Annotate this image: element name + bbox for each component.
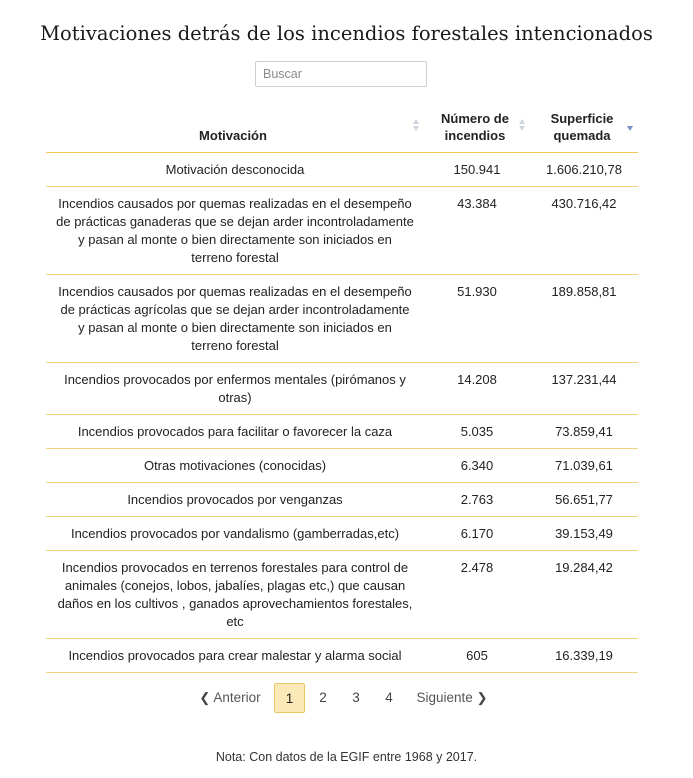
cell-motivacion: Motivación desconocida [46,152,424,186]
cell-superficie-quemada: 16.339,19 [530,638,638,672]
cell-motivacion: Incendios provocados por vandalismo (gamberradas,etc) [46,516,424,550]
table-row [46,516,638,550]
column-header-label: Motivación [199,127,267,143]
table-row [46,152,638,186]
search-input[interactable] [255,61,427,87]
table-row [46,274,638,362]
table-row [46,550,638,638]
table-row [46,638,638,672]
table-row [46,482,638,516]
sort-icon[interactable] [412,119,420,133]
next-page-label: Siguiente [416,690,473,705]
cell-numero-incendios: 5.035 [424,414,530,448]
page-button-4[interactable]: 4 [385,690,393,705]
cell-superficie-quemada: 39.153,49 [530,516,638,550]
cell-superficie-quemada: 137.231,44 [530,362,638,414]
cell-motivacion: Incendios provocados para facilitar o favorecer la caza [46,414,424,448]
cell-motivacion: Incendios provocados por venganzas [46,482,424,516]
cell-numero-incendios: 6.170 [424,516,530,550]
cell-numero-incendios: 605 [424,638,530,672]
chevron-left-icon: ❮ [199,690,211,705]
column-header-label: Número de incendios [441,110,509,143]
sort-icon[interactable] [518,119,526,133]
column-header-label: Superficie quemada [550,110,614,143]
table-row [46,186,638,274]
page-button-1[interactable]: 1 [274,683,305,713]
cell-numero-incendios: 51.930 [424,274,530,362]
pagination [0,683,693,713]
cell-numero-incendios: 6.340 [424,448,530,482]
table-row [46,362,638,414]
cell-superficie-quemada: 189.858,81 [530,274,638,362]
column-header-superficie-quemada[interactable] [530,104,638,152]
table-row [46,448,638,482]
page-button-2[interactable]: 2 [319,690,327,705]
column-header-numero-incendios[interactable] [424,104,530,152]
cell-superficie-quemada: 73.859,41 [530,414,638,448]
table-row [46,414,638,448]
cell-superficie-quemada: 430.716,42 [530,186,638,274]
cell-numero-incendios: 2.478 [424,550,530,638]
cell-numero-incendios: 2.763 [424,482,530,516]
cell-motivacion: Otras motivaciones (conocidas) [46,448,424,482]
footnote: Nota: Con datos de la EGIF entre 1968 y 2017. [215,750,478,764]
previous-page-button[interactable] [196,683,264,713]
cell-motivacion: Incendios provocados en terrenos forestales para control de animales (conejos, lobos, jabalíes, plagas etc,) que causan daños en los cultivos , ganados aprovechamientos forestales, etc [46,550,424,638]
page-button-3[interactable]: 3 [352,690,360,705]
next-page-button[interactable] [414,683,490,713]
cell-superficie-quemada: 71.039,61 [530,448,638,482]
cell-numero-incendios: 150.941 [424,152,530,186]
cell-motivacion: Incendios provocados para crear malestar y alarma social [46,638,424,672]
cell-superficie-quemada: 56.651,77 [530,482,638,516]
cell-motivacion: Incendios provocados por enfermos mentales (pirómanos y otras) [46,362,424,414]
cell-motivacion: Incendios causados por quemas realizadas en el desempeño de prácticas agrícolas que se dejan arder incontroladamente y pasan al monte o bien directamente son iniciados en terreno forestal [46,274,424,362]
cell-motivacion: Incendios causados por quemas realizadas en el desempeño de prácticas ganaderas que se dejan arder incontroladamente y pasan al monte o bien directamente son iniciados en terreno forestal [46,186,424,274]
sort-descending-icon[interactable] [626,119,634,133]
chevron-right-icon: ❯ [476,690,488,705]
previous-page-label: Anterior [213,690,261,705]
column-header-motivacion[interactable] [46,104,424,152]
data-table [46,104,638,673]
table-header-row [46,104,638,152]
cell-superficie-quemada: 1.606.210,78 [530,152,638,186]
cell-superficie-quemada: 19.284,42 [530,550,638,638]
page-title: Motivaciones detrás de los incendios forestales intencionados [40,22,653,45]
cell-numero-incendios: 43.384 [424,186,530,274]
cell-numero-incendios: 14.208 [424,362,530,414]
